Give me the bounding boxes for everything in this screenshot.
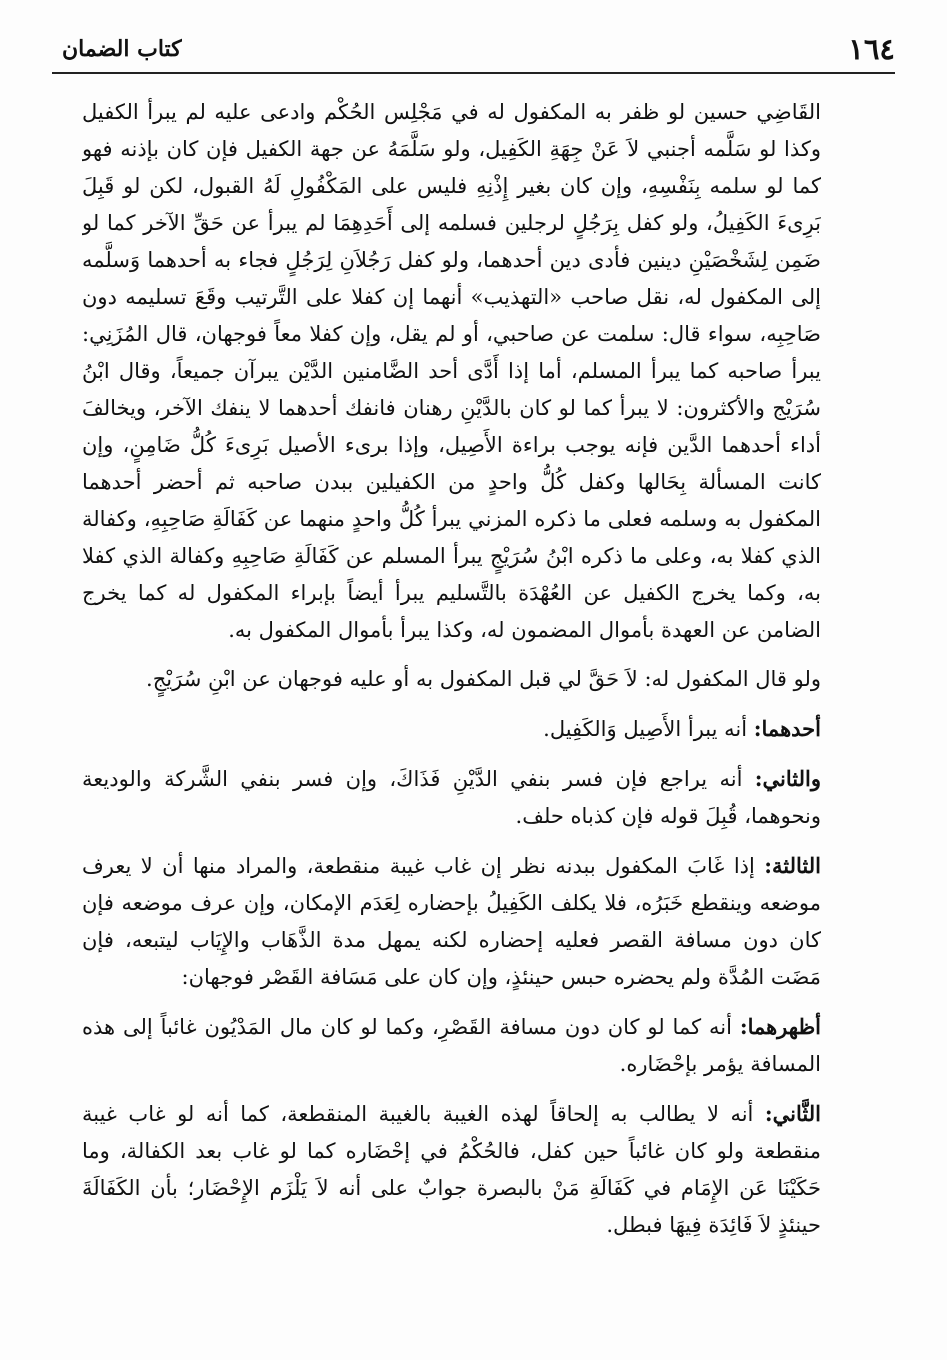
page-header [52, 28, 895, 68]
paragraph-1 [82, 94, 821, 649]
running-title: كتاب الضمان [62, 36, 182, 62]
paragraph-6 [82, 1008, 821, 1083]
paragraph-6-lead: أظهرهما: [739, 1014, 821, 1039]
header-divider [52, 72, 895, 74]
paragraph-2-text: ولو قال المكفول له: لاَ حَقَّ لي قبل المكفول به أو عليه فوجهان عن ابْنِ سُرَيْجٍ. [146, 667, 821, 691]
paragraph-3-lead: أحدهما: [753, 716, 821, 741]
paragraph-7 [82, 1095, 821, 1244]
paragraph-5 [82, 847, 821, 996]
paragraph-4-lead: والثاني: [754, 766, 821, 791]
page-number: ١٦٤ [848, 32, 895, 66]
paragraph-1-text: القَاضِي حسين لو ظفر به المكفول له في مَجْلِس الحُكْم وادعى عليه لم يبرأ الكفيل وكذا لو سَلَّمه أجنبي لاَ عَنْ جِهَةِ الكَفِيل، ولو سَلَّمَهُ عن جهة الكفيل فإن كان بإذنه فهو كما لو سلمه بِنَفْسِهِ، وإن كان بغير إِذْنِهِ فليس على المَكْفُولِ لَهُ القبول، لكن لو قَبِلَ بَرِىءَ الكَفِيلُ، ولو كفل بِرَجُلٍ لرجلين فسلمه إلى أَحَدِهِمَا لم يبرأ عن حَقِّ الآخر كما لو ضَمِن لِشَخْصَيْنِ دينين فأدى دين أحدهما، ولو كفل رَجُلاَنِ لِرَجُلٍ فجاء به أحدهما وَسلَّمه إلى المكفول له، نقل صاحب «التهذيب» أنهما إن كفلا على التَّرتيب وقَعَ تسليمه دون صَاحِبِه، سواء قال: سلمت عن صاحبي، أو لم يقل، وإن كفلا معاً فوجهان، قال المُزَنِي: يبرأ صاحبه كما يبرأ المسلم، أما إذا أَدَّى أحد الضَّامنين الدَّيْن يبرآن جميعاً، وقال ابْنُ سُرَيْج والأكثرون: لا يبرأ كما لو كان بالدَّيْنِ رهنان فانفك أحدهما لا ينفك الآخر، ويخالفَ أداء أحدهما الدَّين فإنه يوجب براءة الأَصِيل، وإذا برىء الأصيل بَرِىءَ كُلُّ ضَامِنٍ، وإن كانت المسألة بِحَالها وكفل كُلُّ واحدٍ من الكفيلين ببدن صاحبه ثم أحضر أحدهما المكفول به وسلمه فعلى ما ذكره المزني يبرأ كُلُّ واحدٍ منهما عن كَفَالَةِ صَاحِبِهِ، وكفالة الذي كفلا به، وعلى ما ذكره ابْنُ سُرَيْجٍ يبرأ المسلم عن كَفَالَةِ صَاحِبِهِ وكفالة الذي كفلا به، وكما يخرج الكفيل عن العُهْدَة بالتَّسليم يبرأ أيضاً بإبراء المكفول له كما يخرج الضامن عن العهدة بأموال المضمون له، وكذا يبرأ بأموال المكفول به. [82, 100, 821, 642]
paragraph-4-text: أنه يراجع فإن فسر بنفي الدَّيْنِ فَذَاكَ، وإن فسر بنفي الشَّركة والوديعة ونحوهما، قُبِلَ قوله فإن كذباه حلف. [82, 767, 821, 828]
paragraph-6-text: أنه كما لو كان دون مسافة القَصْرِ، وكما لو كان مال المَدْيُون غائباً إلى هذه المسافة يؤمر بإحْضَاره. [82, 1015, 821, 1076]
paragraph-7-text: أنه لا يطالب به إلحاقاً لهذه الغيبة بالغيبة المنقطعة، كما أنه لو غاب غيبة منقطعة ولو كان غائباً حين كفل، فالحُكْمُ في إحْضَاره كما لو غاب بعد الكفالة، وما حَكَيْنَا عَن الإِمَام في كَفَالَةِ مَنْ بالبصرة جوابٌ على أنه لاَ يَلْزَم الإِحْضَار؛ بأن الكَفَالَةَ حينئذٍ لاَ فَائِدَة فِيهَا فبطل. [82, 1102, 821, 1237]
paragraph-2 [82, 661, 821, 698]
body-text [82, 94, 821, 1320]
paragraph-3-text: أنه يبرأ الأَصِيل وَالكَفِيل. [543, 717, 754, 741]
paragraph-3 [82, 710, 821, 748]
paragraph-5-text: إذا غَابَ المكفول ببدنه نظر إن غاب غيبة منقطعة، والمراد منها أن لا يعرف موضعه وينقطع خَبَرُه، فلا يكلف الكَفِيلُ بإحضاره لِعَدَم الإمكان، وإن عرف موضعه فإن كان دون مسافة القصر فعليه إحضاره لكنه يمهل مدة الذَّهَاب والإِيَاب ليتبعه، فإن مَضَت المُدَّة ولم يحضره حبس حينئذٍ، وإن كان على مَسَافة القَصْر فوجهان: [82, 854, 821, 989]
paragraph-4 [82, 760, 821, 835]
paragraph-5-lead: الثالثة: [764, 853, 821, 878]
paragraph-7-lead: الثَّاني: [764, 1101, 821, 1126]
